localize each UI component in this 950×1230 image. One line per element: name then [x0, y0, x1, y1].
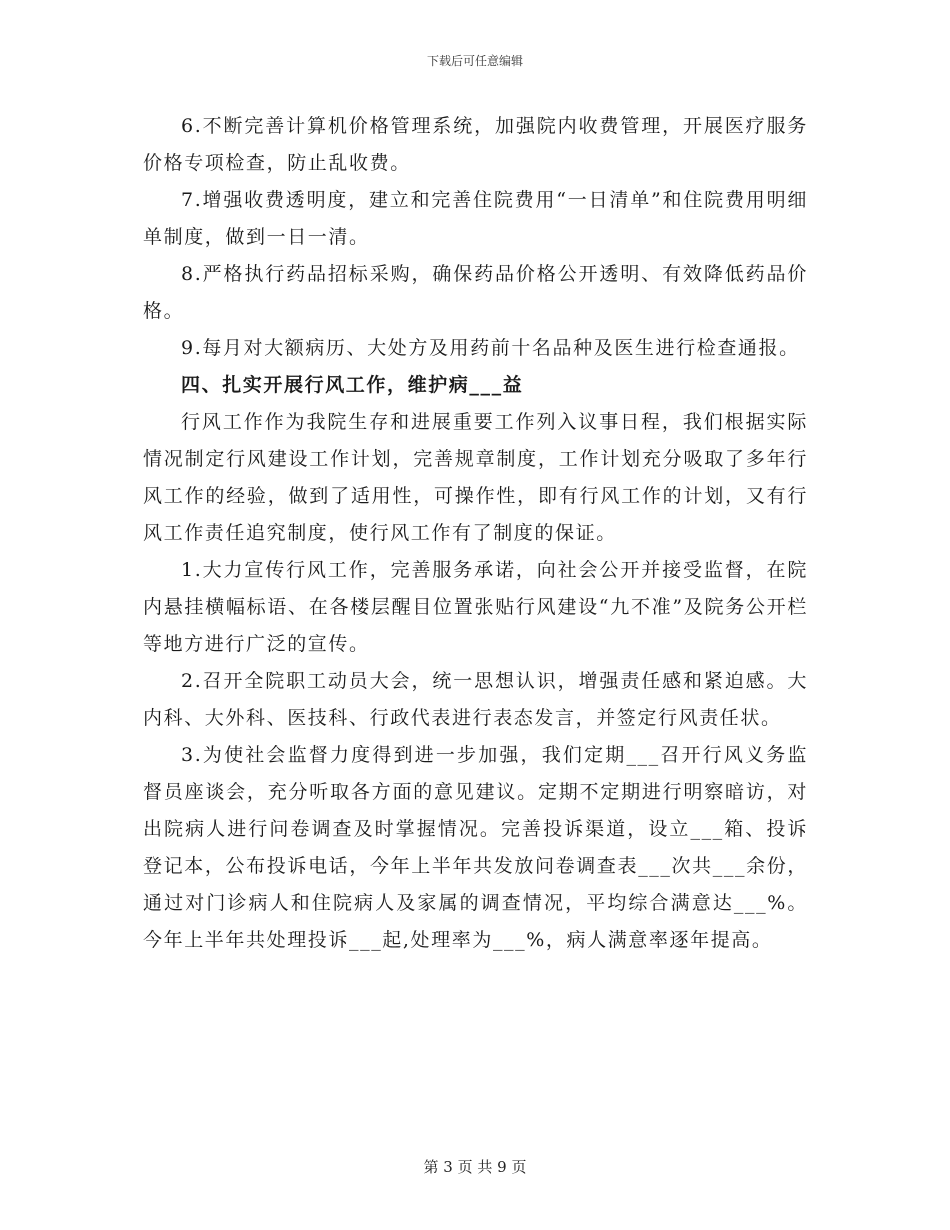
- section-heading: 四、扎实开展行风工作，维护病___益: [181, 374, 524, 396]
- paragraph-item-8: 8.严格执行药品招标采购，确保药品价格公开透明、有效降低药品价格。: [143, 263, 808, 322]
- paragraph-item-7: 7.增强收费透明度，建立和完善住院费用“一日清单”和住院费用明细单制度，做到一日一清。: [143, 189, 808, 248]
- paragraph-point-3: 3.为使社会监督力度得到进一步加强，我们定期___召开行风义务监督员座谈会，充分听取各方面的意见建议。定期不定期进行明察暗访，对出院病人进行问卷调查及时掌握情况。完善投诉渠道，设立___箱、投诉登记本，公布投诉电话，今年上半年共发放问卷调查表___次共___余份，通过对门诊病人和住院病人及家属的调查情况，平均综合满意达___%。今年上半年共处理投诉___起,处理率为___%，病人满意率逐年提高。: [143, 744, 808, 951]
- paragraph-point-2: 2.召开全院职工动员大会，统一思想认识，增强责任感和紧迫感。大内科、大外科、医技科、行政代表进行表态发言，并签定行风责任状。: [143, 670, 808, 729]
- paragraph-point-1: 1.大力宣传行风工作，完善服务承诺，向社会公开并接受监督，在院内悬挂横幅标语、在各楼层醒目位置张贴行风建设“九不准”及院务公开栏等地方进行广泛的宣传。: [143, 559, 808, 655]
- paragraph-intro: 行风工作作为我院生存和进展重要工作列入议事日程，我们根据实际情况制定行风建设工作计划，完善规章制度，工作计划充分吸取了多年行风工作的经验，做到了适用性，可操作性，即有行风工作的计划，又有行风工作责任追究制度，使行风工作有了制度的保证。: [143, 411, 808, 544]
- paragraph-item-9: 9.每月对大额病历、大处方及用药前十名品种及医生进行检查通报。: [181, 337, 800, 359]
- page-number: 第 3 页 共 9 页: [423, 1158, 527, 1176]
- paragraph-item-6: 6.不断完善计算机价格管理系统，加强院内收费管理，开展医疗服务价格专项检查，防止乱收费。: [143, 115, 808, 174]
- page-header-note: 下载后可任意编辑: [426, 54, 523, 68]
- document-body: [143, 108, 808, 959]
